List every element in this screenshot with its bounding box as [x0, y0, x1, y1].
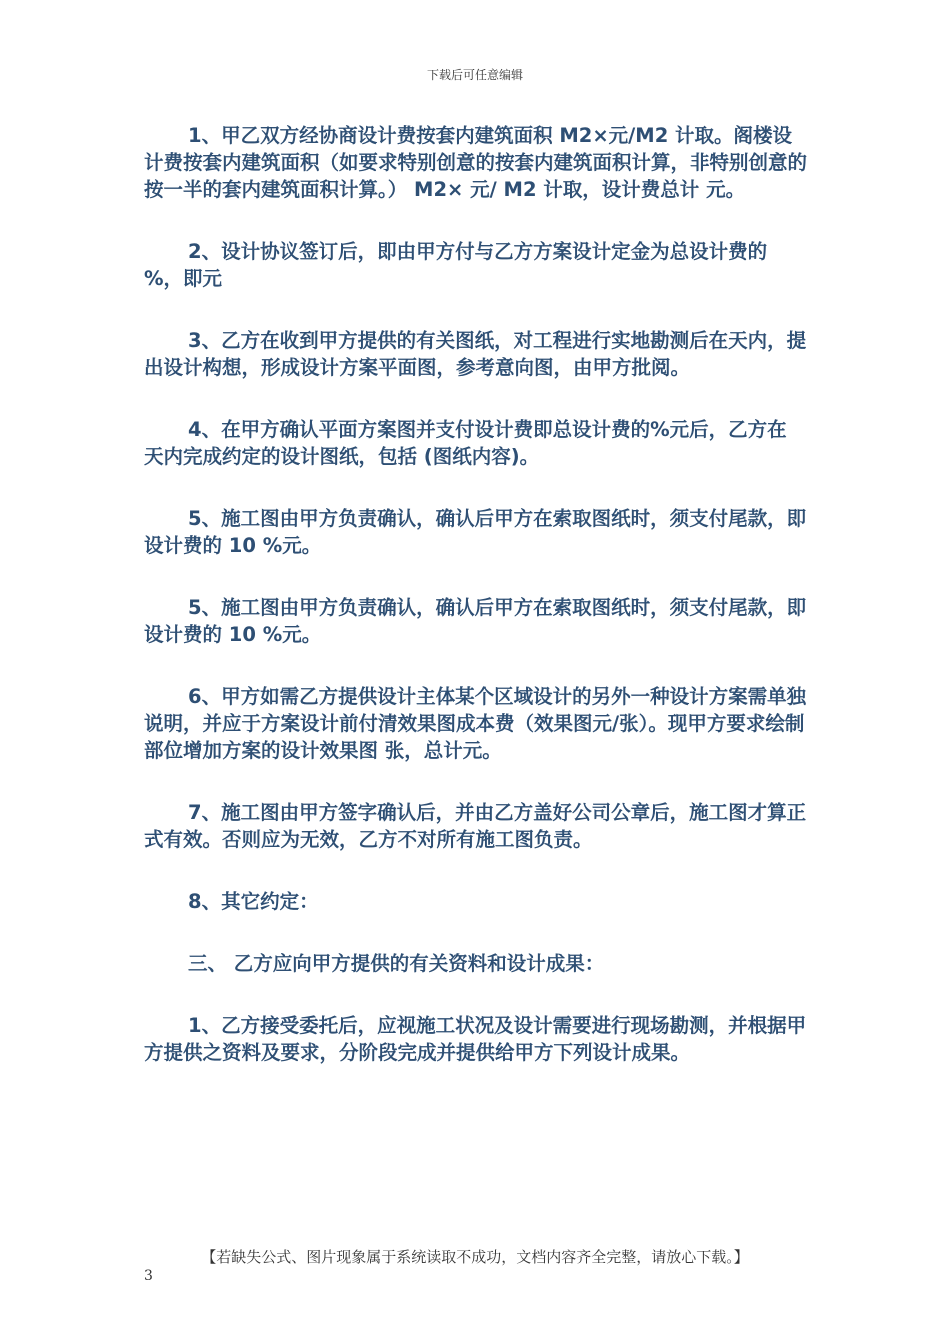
- page-header: 下载后可任意编辑: [426, 68, 523, 82]
- clause-5-final-payment-repeat: 5、施工图由甲方负责确认，确认后甲方在索取图纸时，须支付尾款，即设计费的 10 %元。: [144, 596, 807, 646]
- section-3-heading: 三、 乙方应向甲方提供的有关资料和设计成果：: [188, 952, 605, 975]
- footer-note: 【若缺失公式、图片现象属于系统读取不成功，文档内容齐全完整，请放心下载。】: [201, 1248, 749, 1266]
- document-body: [144, 122, 808, 1101]
- clause-3-survey: 3、乙方在收到甲方提供的有关图纸，对工程进行实地勘测后在天内，提出设计构想，形成设计方案平面图，参考意向图，由甲方批阅。: [144, 329, 807, 379]
- clause-6-extra-scheme: 6、甲方如需乙方提供设计主体某个区域设计的另外一种设计方案需单独说明，并应于方案设计前付清效果图成本费（效果图元/张）。现甲方要求绘制部位增加方案的设计效果图 张，总计元。: [144, 685, 807, 762]
- clause-1-design-fee: 1、甲乙双方经协商设计费按套内建筑面积 M2×元/M2 计取。阁楼设计费按套内建筑面积（如要求特别创意的按套内建筑面积计算，非特别创意的按一半的套内建筑面积计算。） M2× 元/ M2 计取，设计费总计 元。: [144, 124, 808, 201]
- clause-2-deposit: 2、设计协议签订后，即由甲方付与乙方方案设计定金为总设计费的 %，即元: [144, 240, 768, 290]
- clause-8-other: 8、其它约定：: [188, 890, 319, 913]
- clause-4-drawings: 4、在甲方确认平面方案图并支付设计费即总设计费的%元后，乙方在 天内完成约定的设计图纸，包括 (图纸内容)。: [144, 418, 787, 468]
- page-number: 3: [144, 1268, 153, 1284]
- clause-7-confirmation: 7、施工图由甲方签字确认后，并由乙方盖好公司公章后，施工图才算正式有效。否则应为无效，乙方不对所有施工图负责。: [144, 801, 807, 851]
- section-3-clause-1: 1、乙方接受委托后，应视施工状况及设计需要进行现场勘测，并根据甲方提供之资料及要求，分阶段完成并提供给甲方下列设计成果。: [144, 1014, 807, 1064]
- clause-5-final-payment: 5、施工图由甲方负责确认，确认后甲方在索取图纸时，须支付尾款，即设计费的 10 %元。: [144, 507, 807, 557]
